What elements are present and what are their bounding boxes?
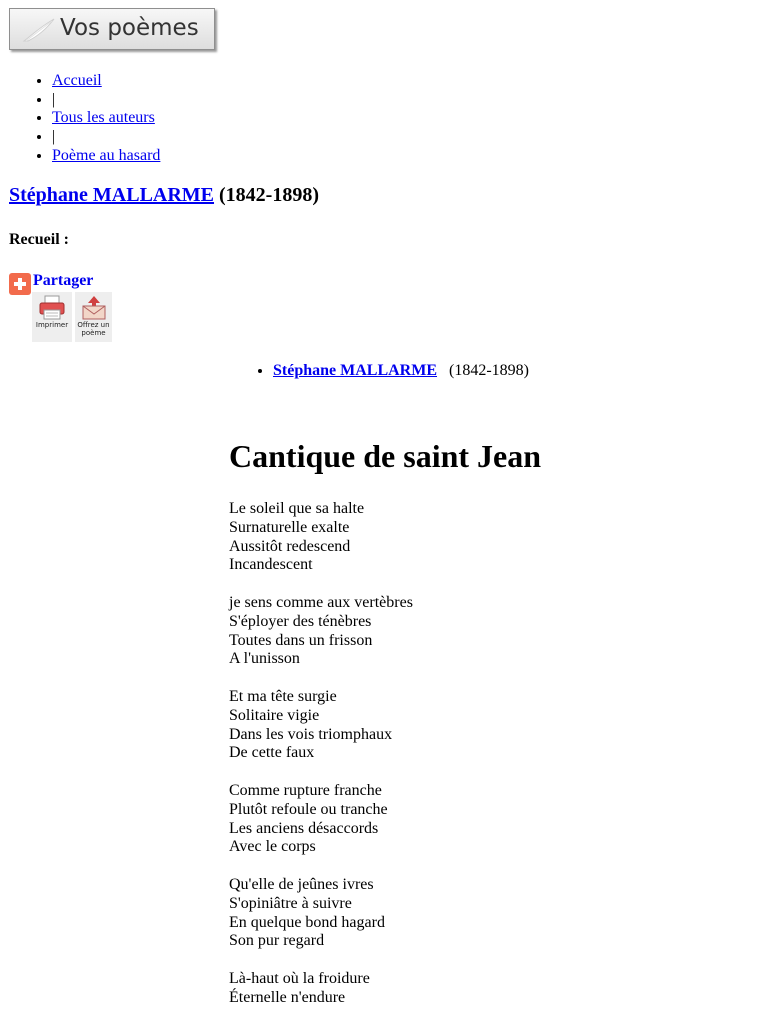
nav-separator-text: |	[52, 90, 56, 108]
offer-poem-label-line2: poème	[81, 329, 106, 337]
verse-line: Incandescent	[229, 556, 313, 574]
print-label: Imprimer	[35, 321, 69, 329]
verse-line: Éternelle n'endure	[229, 988, 346, 1006]
verse-line: Solitaire vigie	[229, 706, 320, 724]
offer-poem-label-line1: Offrez un	[77, 321, 110, 329]
main-nav	[32, 72, 160, 166]
recueil-label: Recueil :	[9, 231, 69, 248]
author-dates: (1842-1898)	[219, 184, 319, 206]
verse-line: Plutôt refoule ou tranche	[229, 800, 388, 818]
quill-icon	[22, 17, 56, 43]
author-list	[253, 362, 529, 380]
stanza	[229, 782, 413, 857]
verse-line: Et ma tête surgie	[229, 687, 337, 705]
printer-icon	[38, 295, 66, 321]
site-logo[interactable]	[9, 8, 215, 50]
verse-line: Les anciens désaccords	[229, 819, 379, 837]
stanza	[229, 876, 413, 951]
nav-link-poeme-au-hasard[interactable]: Poème au hasard	[52, 146, 161, 164]
author-list-item	[273, 362, 529, 380]
author-link[interactable]: Stéphane MALLARME	[9, 184, 215, 206]
verse-line: Là-haut où la froidure	[229, 969, 370, 987]
share-link[interactable]: Partager	[33, 272, 94, 289]
poem-title: Cantique de saint Jean	[229, 438, 542, 474]
envelope-icon	[80, 295, 108, 321]
nav-separator-text: |	[52, 128, 56, 146]
verse-line: Avec le corps	[229, 838, 316, 856]
logo-text: Vos poèmes	[60, 15, 199, 41]
stanza	[229, 500, 413, 575]
verse-line: De cette faux	[229, 744, 315, 762]
nav-item-tous-les-auteurs	[52, 109, 160, 128]
verse-line: Toutes dans un frisson	[229, 631, 373, 649]
verse-line: Aussitôt redescend	[229, 537, 351, 555]
verse-line: je sens comme aux vertèbres	[229, 593, 413, 611]
print-button[interactable]	[32, 292, 72, 342]
verse-line: Dans les vois triomphaux	[229, 725, 393, 743]
poem-body	[229, 500, 413, 1024]
author-heading	[9, 184, 319, 207]
stanza	[229, 688, 413, 763]
nav-separator	[52, 91, 160, 110]
nav-separator	[52, 128, 160, 147]
verse-line: Comme rupture franche	[229, 781, 382, 799]
verse-line: Surnaturelle exalte	[229, 518, 350, 536]
verse-line: Qu'elle de jeûnes ivres	[229, 875, 374, 893]
author-list-link[interactable]: Stéphane MALLARME	[273, 362, 438, 379]
nav-link-tous-les-auteurs[interactable]: Tous les auteurs	[52, 109, 155, 127]
offer-poem-button[interactable]	[75, 292, 112, 342]
nav-item-poeme-au-hasard	[52, 147, 160, 166]
verse-line: S'éployer des ténèbres	[229, 612, 372, 630]
verse-line: S'opiniâtre à suivre	[229, 894, 352, 912]
offer-poem-label	[75, 321, 112, 337]
verse-line: En quelque bond hagard	[229, 913, 385, 931]
verse-line: A l'unisson	[229, 650, 300, 668]
plus-icon[interactable]	[9, 273, 31, 295]
stanza	[229, 594, 413, 669]
stanza	[229, 970, 413, 1008]
nav-link-accueil[interactable]: Accueil	[52, 72, 102, 89]
verse-line: Son pur regard	[229, 932, 325, 950]
nav-item-accueil	[52, 72, 160, 91]
verse-line: Le soleil que sa halte	[229, 500, 365, 517]
author-list-dates: (1842-1898)	[449, 362, 529, 379]
